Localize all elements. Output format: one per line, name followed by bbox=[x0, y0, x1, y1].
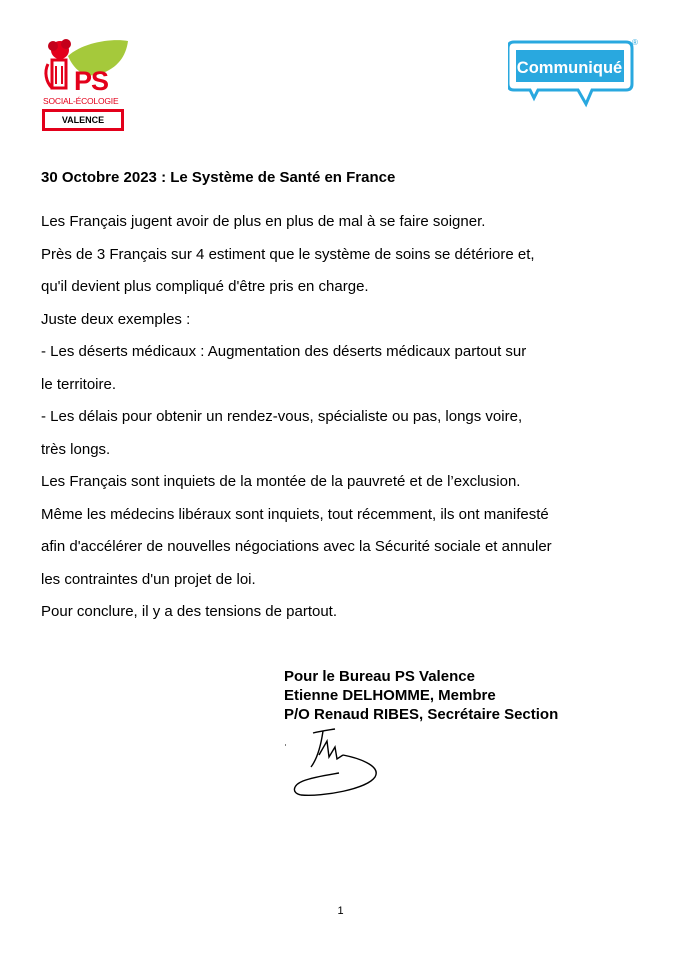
signature-line-3: P/O Renaud RIBES, Secrétaire Section bbox=[284, 706, 559, 723]
document-body bbox=[41, 206, 641, 629]
communique-text: Communiqué bbox=[516, 59, 623, 77]
body-line: Les Français jugent avoir de plus en plus de mal à se faire soigner. bbox=[41, 213, 486, 230]
signature-line-2: Etienne DELHOMME, Membre bbox=[284, 687, 496, 704]
page-number: 1 bbox=[337, 905, 344, 917]
body-line: Même les médecins libéraux sont inquiets, tout récemment, ils ont manifesté bbox=[41, 505, 549, 523]
handwritten-signature bbox=[283, 725, 383, 800]
document-title: 30 Octobre 2023 : Le Système de Santé en France bbox=[41, 169, 396, 186]
body-line: très longs. bbox=[41, 440, 111, 458]
body-line: afin d'accélérer de nouvelles négociations avec la Sécurité sociale et annuler bbox=[41, 538, 552, 555]
body-line: Juste deux exemples : bbox=[41, 310, 191, 328]
signature-block bbox=[284, 667, 558, 724]
ps-section-label: VALENCE bbox=[42, 109, 124, 131]
body-line: le territoire. bbox=[41, 375, 117, 393]
body-line: - Les déserts médicaux : Augmentation des déserts médicaux partout sur bbox=[41, 343, 527, 360]
body-line: qu'il devient plus compliqué d'être pris en charge. bbox=[41, 278, 369, 295]
signature-line-1: Pour le Bureau PS Valence bbox=[284, 668, 475, 685]
ps-valence-logo bbox=[38, 38, 130, 138]
body-line: les contraintes d'un projet de loi. bbox=[41, 570, 256, 588]
body-line: Pour conclure, il y a des tensions de partout. bbox=[41, 603, 338, 620]
ps-subtitle: SOCIAL-ÉCOLOGIE bbox=[43, 96, 119, 106]
body-line: Près de 3 Français sur 4 estiment que le système de soins se détériore et, bbox=[41, 245, 535, 263]
body-line: - Les délais pour obtenir un rendez-vous, spécialiste ou pas, longs voire, bbox=[41, 408, 523, 425]
body-line: Les Français sont inquiets de la montée de la pauvreté et de l’exclusion. bbox=[41, 473, 521, 490]
registered-mark: ® bbox=[632, 38, 638, 47]
communique-logo bbox=[508, 40, 642, 108]
ps-wordmark: PS bbox=[74, 66, 109, 96]
